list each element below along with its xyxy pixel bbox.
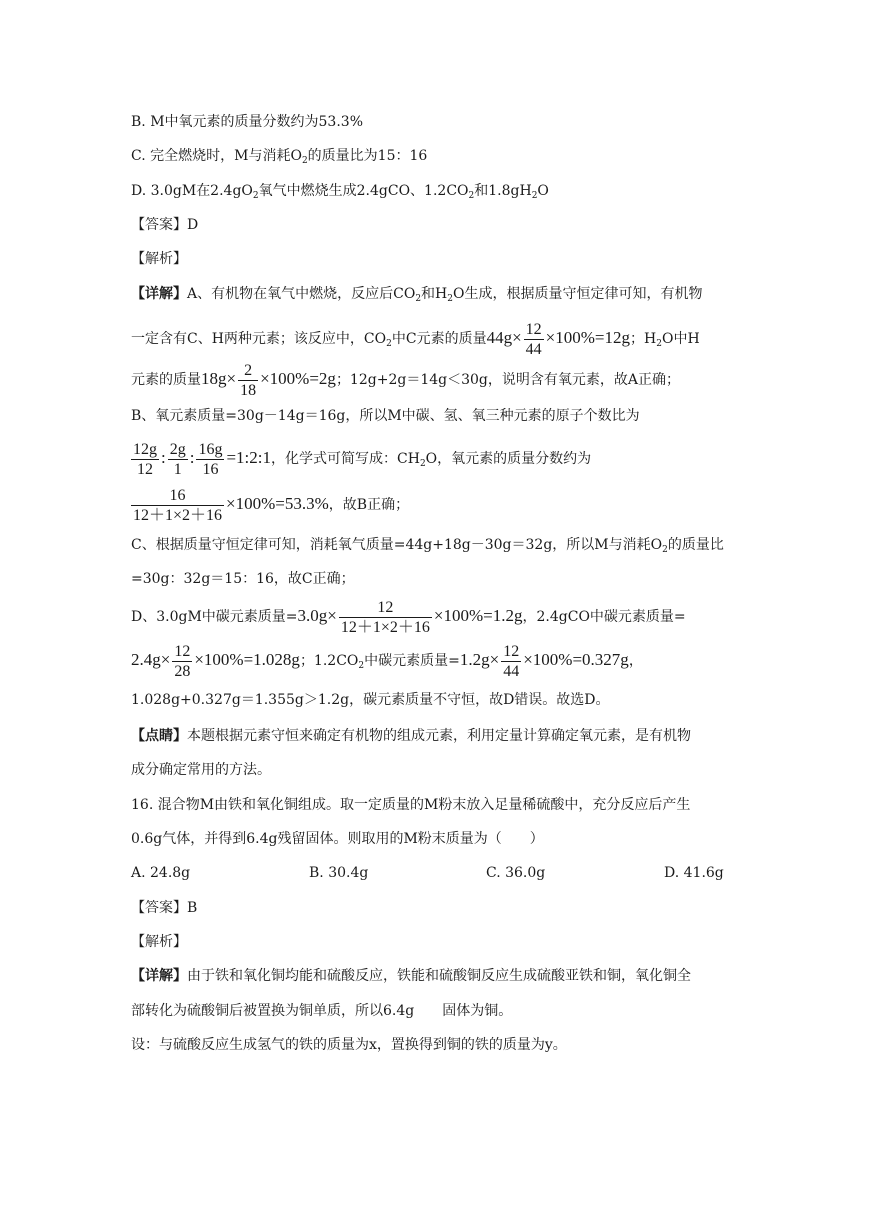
analysis-label-2: 【解析】 xyxy=(131,934,187,950)
detail-e-line-1: 【详解】由于铁和氧化铜均能和硫酸反应，铁能和硫酸铜反应生成硫酸亚铁和铜，氧化铜全 xyxy=(131,968,691,984)
detail-e-line-2: 部转化为硫酸铜后被置换为铜单质，所以6.4g 固体为铜。 xyxy=(131,1003,513,1019)
detail-a-line-1: 【详解】A、有机物在氧气中燃烧，反应后$CO_2$和$H_2O$生成，根据质量守恒定律可知，有机物 xyxy=(131,286,703,304)
detail-d-line-3: 1.028g+0.327g＝1.355g＞1.2g，碳元素质量不守恒，故D错误。故选D。 xyxy=(131,692,610,708)
answer-label-2: 【答案】B xyxy=(131,900,198,916)
fraction-2g-1: $\frac{2g}{1}$ xyxy=(169,440,186,478)
fraction-12-44: $\frac{12}{44}$ xyxy=(525,320,542,358)
key-point-line-2: 成分确定常用的方法。 xyxy=(131,762,271,778)
detail-d-line-2: 2.4g× $\frac{12}{28}$ ×100%=1.028g；$1.2CO_2$中碳元素质量=1.2g× $\frac{12}{44}$ ×100%=0.327g， xyxy=(131,642,643,680)
detail-a-line-2: 一定含有C、H两种元素；该反应中，$CO_2$中C元素的质量44g× $\frac{12}{44}$ ×100%=12g；$H_2O$中H xyxy=(131,320,700,358)
option-d-line: D. 3.0gM在$2.4gO_2$氧气中燃烧生成2.4gCO、$1.2CO_2$和$1.8gH_2O$ xyxy=(131,183,549,201)
fraction-12g-12: $\frac{12g}{12}$ xyxy=(133,440,157,478)
analysis-label-1: 【解析】 xyxy=(131,251,187,267)
choice-d: D. 41.6g xyxy=(664,865,724,881)
detail-a-line-3: 元素的质量18g× $\frac{2}{18}$ ×100%=2g；12g+2g＝14g＜30g，说明含有氧元素，故A正确； xyxy=(131,361,680,399)
question-16-line-2: 0.6g气体，并得到6.4g残留固体。则取用的M粉末质量为（ ） xyxy=(131,831,544,847)
option-b-line: B. M中氧元素的质量分数约为53.3% xyxy=(131,114,363,130)
fraction-12-28: $\frac{12}{28}$ xyxy=(174,642,191,680)
detail-b-line-3: $\frac{16}{12+1\times 2+16}$ ×100%=53.3%，故B正确； xyxy=(133,486,410,524)
choice-c: C. 36.0g xyxy=(486,865,546,881)
choice-b: B. 30.4g xyxy=(309,865,369,881)
fraction-16g-16: $\frac{16g}{16}$ xyxy=(198,440,223,478)
choice-a: A. 24.8g xyxy=(131,865,191,881)
option-c-line: C. 完全燃烧时，M与消耗$O_2$的质量比为15：16 xyxy=(131,148,428,166)
detail-b-line-2: $\frac{12g}{12}$ : $\frac{2g}{1}$ : $\frac{16g}{16}$ =1:2:1，化学式可简写成：$CH_2O$，氧元素的质量分数约为 xyxy=(133,440,592,478)
detail-b-line-1: B、氧元素质量=30g－14g＝16g，所以M中碳、氢、氧三种元素的原子个数比为 xyxy=(131,408,640,424)
fraction-16-total: $\frac{16}{12+1\times 2+16}$ xyxy=(133,486,223,524)
fraction-2-18: $\frac{2}{18}$ xyxy=(240,361,257,399)
detail-e-line-3: 设：与硫酸反应生成氢气的铁的质量为x，置换得到铜的铁的质量为y。 xyxy=(131,1037,567,1053)
key-point-line-1: 【点睛】本题根据元素守恒来确定有机物的组成元素，利用定量计算确定氧元素，是有机物 xyxy=(131,728,691,744)
fraction-12-44-b: $\frac{12}{44}$ xyxy=(503,642,520,680)
answer-label-1: 【答案】D xyxy=(131,217,199,233)
detail-c-line-1: C、根据质量守恒定律可知，消耗氧气质量=44g+18g－30g＝32g，所以M与消耗$O_2$的质量比 xyxy=(131,537,724,555)
question-16-line-1: 16. 混合物M由铁和氧化铜组成。取一定质量的M粉末放入足量稀硫酸中，充分反应后产生 xyxy=(131,797,691,813)
detail-d-line-1: D、3.0gM中碳元素质量=3.0g× $\frac{12}{12+1\times 2+16}$ ×100%=1.2g，2.4gCO中碳元素质量= xyxy=(131,598,686,636)
fraction-12-total: $\frac{12}{12+1\times 2+16}$ xyxy=(340,598,430,636)
detail-c-line-2: =30g：32g＝15：16，故C正确； xyxy=(131,571,355,587)
